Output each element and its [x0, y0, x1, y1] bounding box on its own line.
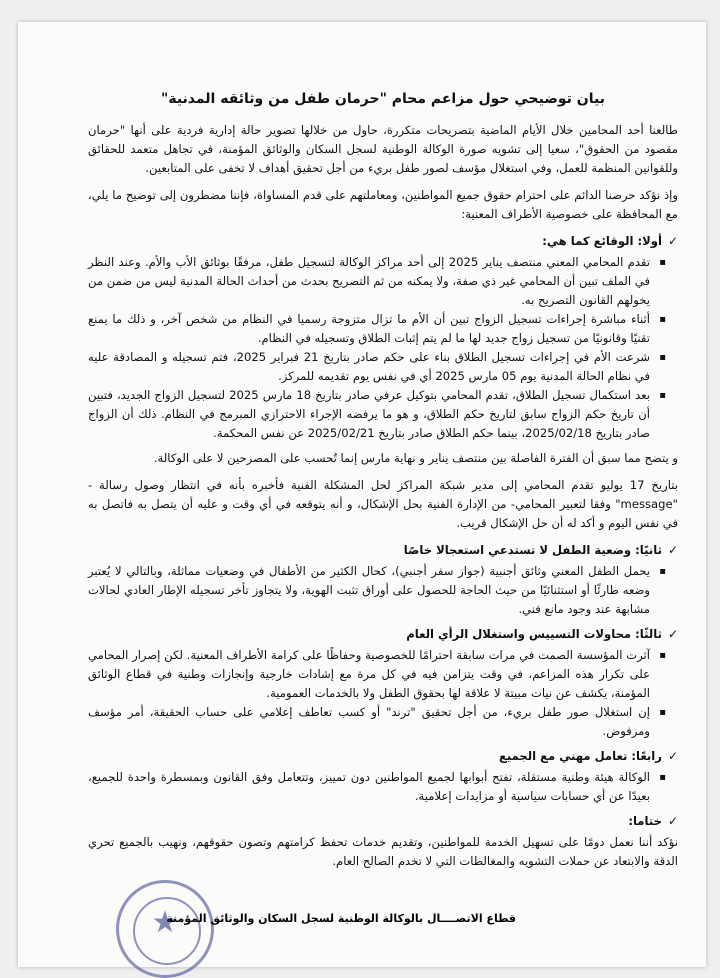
official-seal-stamp	[116, 880, 214, 978]
intro-paragraph-2: وإذ نؤكد حرصنا الدائم على احترام حقوق جميع المواطنين، ومعاملتهم على قدم المساواة، فإننا مضطرون إلى توضيح ما يلي، مع المحافظة على خصوصية الأطراف المعنية:	[88, 188, 678, 221]
section-conclusion	[88, 812, 678, 831]
list-item: ▪ أثناء مباشرة إجراءات تسجيل الزواج تبين أن الأم ما تزال متزوجة رسميا في النظام من شخص آخر، و ذلك ما يمنع تقنيًا وقانونيًا من تسجيل زواج جديد لها ما لم يتم إثبات الطلاق وتسجيله في النظام.	[88, 310, 650, 348]
document-title: بيان توضيحي حول مزاعم محام "حرمان طفل من وثائقه المدنية"	[161, 91, 605, 107]
section-child-status	[88, 541, 678, 619]
section-heading: ثالثًا: محاولات التسييس واستغلال الرأي العام	[406, 627, 662, 641]
list-item: ▪ بعد استكمال تسجيل الطلاق، تقدم المحامي بتوكيل عرفي صادر بتاريخ 18 مارس 2025 لتسجيل الزواج الجديد، فتبين أن تاريخ حكم الزواج سابق لتاريخ حكم الطلاق، و هو ما يرفضه الإجراء الاحترازي المبرمج في النظام. ذلك أن الزواج صادر بتاريخ 2025/02/18، بينما حكم الطلاق صادر بتاريخ 2025/02/21 عن نفس المحكمة.	[88, 386, 650, 443]
closing-paragraph: نؤكد أننا نعمل دومًا على تسهيل الخدمة للمواطنين، وتقديم خدمات تحفظ كرامتهم وتصون حقوقهم، ونهيب بالجميع تحري الدقة والابتعاد عن حملات التشويه والمغالطات التي لا تخدم الصالح العام.	[88, 835, 678, 868]
star-icon: ★	[151, 905, 179, 940]
facts-list	[88, 253, 678, 443]
section-facts	[88, 232, 678, 443]
section-heading: ثانيًا: وضعية الطفل لا تستدعي استعجالا خاصًا	[403, 543, 662, 557]
list-item: ▪ الوكالة هيئة وطنية مستقلة، تفتح أبوابها لجميع المواطنين دون تمييز، وتتعامل وفق القانون وبمسطرة واحدة للجميع، بعيدًا عن أي حسابات سياسية أو مزايدات إعلامية.	[88, 768, 650, 806]
section-heading: ختاما:	[628, 814, 662, 828]
list-item: ▪ إن استغلال صور طفل بريء، من أجل تحقيق "ترند" أو كسب تعاطف إعلامي على حساب الحقيقة، أمر مؤسف ومرفوض.	[88, 703, 650, 741]
section-heading: رابعًا: تعامل مهني مع الجميع	[498, 749, 662, 763]
document-body	[88, 22, 678, 879]
list-item: ▪ آثرت المؤسسة الصمت في مرات سابقة احترامًا للخصوصية وحفاظًا على كرامة الأطراف المعنية. لكن إصرار المحامي على تكرار هذه المزاعم، في وقت يتزامن فيه في كل مرة مع إشادات خارجية وإنجازات وطنية في قطاع الوثائق المؤمنة، يكشف عن نيات مبيتة لا علاقة لها بحقوق الطفل ولا بالخدمات العمومية.	[88, 646, 650, 703]
middle-paragraph-1: و يتضح مما سبق أن الفترة الفاصلة بين منتصف يناير و نهاية مارس إنما تُحسب على المصرحين لا على الوكالة.	[153, 451, 678, 465]
section-politicization	[88, 625, 678, 741]
document-page	[18, 22, 706, 967]
check-icon: ✓	[667, 749, 678, 763]
list-item: ▪ تقدم المحامي المعني منتصف يناير 2025 إلى أحد مراكز الوكالة لتسجيل طفل، مرفقًا بوثائق الأب والأم. وعند النظر في الملف تبين أن المحامي غير ذي صفة، ولا يمكنه من ثم التصريح بحدث من أحداث الحالة المدنية ليس من ضمن من يخولهم القانون التصريح به.	[88, 253, 650, 310]
list-item: ▪ شرعت الأم في إجراءات تسجيل الطلاق بناء على حكم صادر بتاريخ 21 فبراير 2025، فتم تسجيله و المصادقة عليه في نظام الحالة المدنية يوم 05 مارس 2025 أي في نفس يوم تقديمه للمركز.	[88, 348, 650, 386]
check-icon: ✓	[667, 814, 678, 828]
check-icon: ✓	[667, 627, 678, 641]
list-item: ▪ يحمل الطفل المعني وثائق أجنبية (جواز سفر أجنبي)، كحال الكثير من الأطفال في وضعيات مماثلة، وبالتالي لا يُعتبر وضعه طارئًا أو استثنائيًا من حيث الحاجة للحصول على أوراق تثبت الهوية، ولا يتجاوز تأخر تسجيله الإطار العادي لحالات مشابهة عند وجود مانع فني.	[88, 562, 650, 619]
middle-paragraph-2: بتاريخ 17 يوليو تقدم المحامي إلى مدير شبكة المراكز لحل المشكلة الفنية فأخبره بأنه في انتظار وصول رسالة - "message" وفقا لتعبير المحامي- من الإدارة الفنية بحل الإشكال، و أنه يتوقعه في أي وقت و عليه أن يتصل به فاتصل به في نفس اليوم و أكد له أن حل الإشكال قريب.	[88, 478, 678, 530]
section-heading: أولا: الوقائع كما هي:	[542, 234, 662, 248]
section-professional	[88, 747, 678, 806]
check-icon: ✓	[667, 543, 678, 557]
intro-paragraph-1: طالعنا أحد المحامين خلال الأيام الماضية بتصريحات متكررة، حاول من خلالها تصوير حالة إدارية فردية على أنها "حرمان مقصود من الحقوق"، سعيا إلى تشويه صورة الوكالة الوطنية لسجل السكان والوثائق المؤمنة، في تجاهل متعمد للحقائق وللقوانين المنظمة للعمل، وفي استغلال مؤسف لصور طفل بريء من أجل تحقيق أهداف لا تخفى على المتابعين.	[88, 123, 678, 175]
signature-line: قطاع الاتصــــال بالوكالة الوطنية لسجل السكان والوثائق المؤمنة	[166, 912, 516, 925]
check-icon: ✓	[667, 234, 678, 248]
